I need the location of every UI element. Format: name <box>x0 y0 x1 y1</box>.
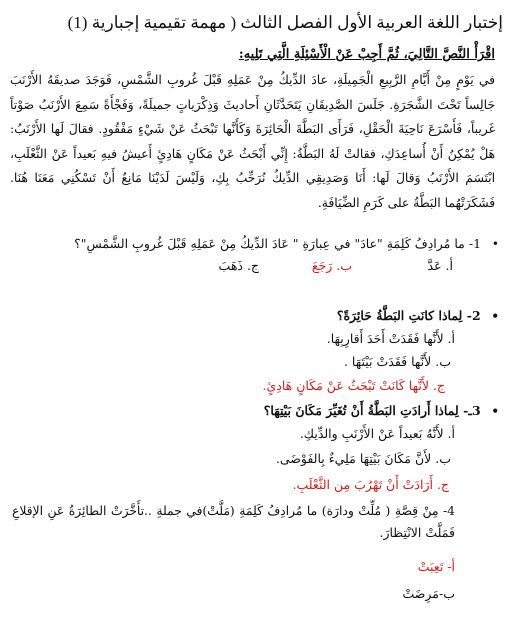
question-3 <box>12 402 499 420</box>
q3-option-a[interactable]: أ. لأَنَّهُ بَعيداً عَنْ الأَرْنَبِ والدِّيكِ. <box>299 426 455 441</box>
question-number: 4- <box>443 504 455 518</box>
passage-line: هَلْ يُمْكِنُ أَنْ أُساعِدَكِ، فقالتْ لَهُ البَطَّةُ: إِنِّي أَبْحَثُ عَنْ مَكَانٍ هَادِئٍ أَعيشُ فيهِ بَعيداً عَنْ الثَّعْلَبِ، <box>10 146 495 161</box>
bullet-icon: • <box>491 237 499 251</box>
q3-option-b[interactable]: ب. لأَنَّ مَكَانَ بَيْتِهَا مَلِيءٌ بِالفَوْضَى. <box>275 451 451 466</box>
question-4 <box>12 500 455 544</box>
question-1 <box>12 235 499 253</box>
q1-option-c[interactable]: ج. ذَهَبَ <box>218 258 259 273</box>
q1-option-a[interactable]: أ. عَدَّ <box>427 258 453 273</box>
question-text: مِنْ قِصَّةِ ( مُلِّتْ ودارَة) ما مُرادِفُ كَلِمَةِ (مَلَّتْ)في جملةِ ..تأَخَّرَتْ الطائِرَةُ عَنِ الإقلاعِ <box>12 504 439 518</box>
passage-line: جَالِساً تَحْتَ الشَّجَرَةِ. جَلَسَ الصَّدِيقَانِ يَتَحَدَّثَانِ أَحاديثَ وَذِكْرَياتٍ جميلَةً، وَفَجْأَةً سَمِعَ الأَرْنَبُ صَوْتاً <box>10 97 495 112</box>
q2-option-c[interactable]: ج. لأَنَّها كَانَتْ تَبْحَثُ عَنْ مَكَانٍ هَادِئٍ. <box>262 378 445 393</box>
passage-line: غَريباً، فَأَسْرَعَ نَاحِيَةَ الْحَقْلِ، فَرَأَى البَطَّةَ الْحَائِرَةَ وَكَأَنَّها تَبْحَثُ عَنْ شَيْءٍ مَفْقُودٍ. فقالَ لَها الأَرْنَبُ: <box>10 122 495 136</box>
q4-option-b[interactable]: ب-مَرِضَتْ <box>402 586 455 601</box>
question-number: 1- <box>468 236 482 251</box>
question-text: لِماذا كانَتِ البَطَّةُ حَائِرَةً؟ <box>336 308 463 323</box>
question-text: لِماذا أَرادَتِ البَطَّةُ أَنْ تُغَيِّرَ مَكَانَ بَيْتِهَا؟ <box>263 403 459 418</box>
passage-line: ابْتَسَمَ الأَرْنَبُ وَقالَ لَها: أَنَا وَصَدِيقِي الدِّيكُ نُرَحِّبُ بِكِ، وَلَيْسَ لَدَيْنَا مَانِعٌ أَنْ تَسْكُنِي مَعَنَا هُنَا. <box>10 171 495 185</box>
q2-option-a[interactable]: أ. لأَنَّها فَقَدَتْ أَحَدَ أَقارِبِهَا. <box>326 331 455 346</box>
passage-line: فَشَكَرَتْهُما البَطَّةُ على كَرَمِ الضِّيَافَةِ. <box>317 195 495 210</box>
question-number: 2- <box>466 308 481 323</box>
passage-line: في يَوْمٍ مِنْ أَيَّامِ الرَّبِيعِ الْجَمِيلَةِ، عادَ الدِّيكُ مِنْ عَمَلِهِ قَبْلَ غُروبِ الشَّمْسِ، فَوَجَدَ صديقَهُ الأَرْنَبَ <box>10 73 495 87</box>
q3-option-c[interactable]: ج. أَرَادَتْ أَنْ تَهْرُبَ مِن الثَّعْلَبِ. <box>292 477 449 492</box>
question-2 <box>12 307 499 325</box>
question-text-continued: فَمَلَّتْ الانْتِظارَ. <box>379 525 455 540</box>
question-number: 3ـ- <box>463 403 481 418</box>
reading-instruction: اقْرَأْ النَّصَّ التَّالِيَ، ثُمَّ أَجِبْ عَنْ الْأَسْئِلَةِ الَّتِي تَلِيهِ: <box>238 47 495 62</box>
q4-option-a[interactable]: أ- تَعِبَتْ <box>417 559 455 574</box>
q2-option-b[interactable]: ب. لأَنَّها فَقَدَتْ بَيْتَهَا . <box>343 354 451 369</box>
q1-option-b[interactable]: ب. رَجَعَ <box>311 258 352 273</box>
reading-passage <box>10 68 495 215</box>
bullet-icon: • <box>491 309 499 323</box>
question-text: ما مُرادِفُ كَلِمَةِ "عادَ" في عِبارَةِ " عَادَ الدِّيكُ مِنْ عَمَلِهِ قَبْلَ غُروبِ الشَّمْسِ"؟ <box>74 236 465 251</box>
bullet-icon: • <box>491 404 499 418</box>
page-title: إختبار اللغة العربية الأول الفصل الثالث ( مهمة تقيمية إجبارية (1) <box>67 13 503 32</box>
